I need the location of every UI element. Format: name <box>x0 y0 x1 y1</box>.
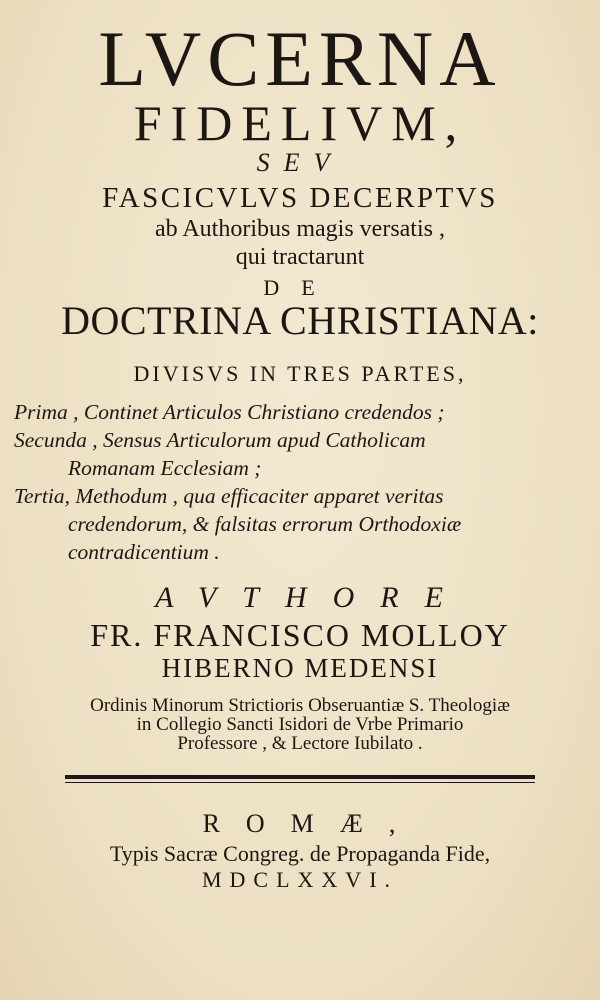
author-origin: HIBERNO MEDENSI <box>161 652 439 683</box>
part-tertia-cont: credendorum, & falsitas errorum Orthodoxiæ <box>68 511 462 536</box>
part-secunda-cont: Romanam Ecclesiam ; <box>68 455 262 480</box>
divider-rule <box>65 775 535 779</box>
conjunction-seu: SEV <box>256 148 344 177</box>
part-tertia-end: contradicentium . <box>68 539 220 564</box>
author-name: FR. FRANCISCO MOLLOY <box>90 616 510 653</box>
part-secunda: Secunda , Sensus Articulorum apud Catholicam <box>14 427 426 452</box>
part-tertia: Tertia, Methodum , qua efficaciter apparet veritas <box>14 483 444 508</box>
subtitle-ab-authoribus: ab Authoribus magis versatis , <box>155 216 445 242</box>
order-line: Ordinis Minorum Strictioris Obseruantiæ S. Theologiæ <box>90 694 510 716</box>
imprint-printer: Typis Sacræ Congreg. de Propaganda Fide, <box>109 840 491 866</box>
title-line-fidelium: FIDELIVM, <box>133 95 467 151</box>
heading-doctrina-christiana: DOCTRINA CHRISTIANA: <box>61 298 539 343</box>
imprint-year: MDCLXXVI. <box>201 866 399 892</box>
imprint-place: ROMÆ, <box>202 808 422 838</box>
subtitle-qui-tractarunt: qui tractarunt <box>235 244 365 270</box>
order-line: in Collegio Sancti Isidori de Vrbe Primario <box>136 713 464 735</box>
subtitle-fasciculus: FASCICVLVS DECERPTVS <box>102 182 498 214</box>
divider-rule-thin <box>65 782 535 783</box>
parts-list <box>14 399 600 567</box>
author-order <box>0 696 600 753</box>
order-line: Professore , & Lectore Iubilato . <box>177 732 423 754</box>
part-prima: Prima , Continet Articulos Christiano credendos ; <box>14 400 445 424</box>
divisus-line: DIVISVS IN TRES PARTES, <box>133 361 467 386</box>
authore-label: AVTHORE <box>155 580 469 614</box>
word-de: DE <box>263 275 337 300</box>
title-line-lucerna: LVCERNA <box>98 15 502 102</box>
